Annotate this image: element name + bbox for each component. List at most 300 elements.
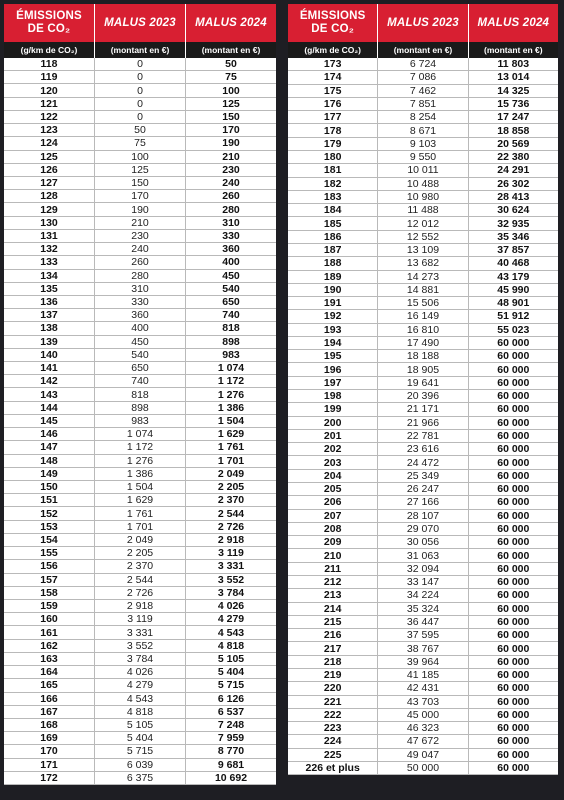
table-row [288, 284, 558, 297]
emissions-cell: 191 [323, 297, 342, 310]
malus-2024-cell: 60 000 [468, 523, 558, 535]
malus-2023-cell: 650 [94, 362, 185, 374]
table-row [4, 177, 276, 190]
malus-2023-cell: 818 [94, 388, 185, 400]
emissions-cell: 212 [323, 576, 342, 589]
malus-2023-cell: 1 701 [94, 521, 185, 533]
table-row [4, 137, 276, 150]
malus-2023-cell: 10 011 [377, 164, 467, 176]
malus-2023-cell: 4 026 [94, 666, 185, 678]
subheader-unit-2023: (montant en €) [94, 42, 185, 58]
malus-2023-cell: 23 616 [377, 443, 467, 455]
malus-2023-cell: 2 544 [94, 574, 185, 586]
emissions-cell: 213 [323, 589, 342, 602]
table-row [288, 669, 558, 682]
table-row [288, 217, 558, 230]
table-row [288, 417, 558, 430]
malus-2024-cell: 1 074 [185, 362, 276, 374]
emissions-cell: 225 [323, 748, 342, 761]
malus-2024-cell: 24 291 [468, 164, 558, 176]
header-emissions [288, 4, 377, 42]
table-row [288, 563, 558, 576]
malus-2024-cell: 60 000 [468, 377, 558, 389]
table-row [288, 496, 558, 509]
malus-2023-cell: 5 105 [94, 719, 185, 731]
emissions-cell: 140 [40, 348, 58, 361]
emissions-cell: 197 [323, 376, 342, 389]
malus-2023-cell: 898 [94, 402, 185, 414]
emissions-cell: 174 [323, 71, 342, 84]
malus-2024-cell: 51 912 [468, 310, 558, 322]
malus-2024-cell: 60 000 [468, 483, 558, 495]
malus-2024-cell: 1 172 [185, 375, 276, 387]
table-row [4, 441, 276, 454]
table-row [288, 616, 558, 629]
emissions-cell: 185 [323, 217, 342, 230]
table-row [288, 98, 558, 111]
malus-2024-cell: 60 000 [468, 576, 558, 588]
malus-2024-cell: 60 000 [468, 390, 558, 402]
table-row [4, 560, 276, 573]
malus-2023-cell: 280 [94, 270, 185, 282]
table-row [4, 574, 276, 587]
table-row [4, 124, 276, 137]
table-row [4, 666, 276, 679]
emissions-cell: 189 [323, 270, 342, 283]
malus-2024-cell: 540 [185, 283, 276, 295]
table-row [4, 309, 276, 322]
emissions-cell: 207 [323, 509, 342, 522]
emissions-cell: 220 [323, 682, 342, 695]
malus-2024-cell: 60 000 [468, 589, 558, 601]
emissions-cell: 137 [40, 309, 58, 322]
malus-2023-cell: 43 703 [377, 696, 467, 708]
emissions-cell: 208 [323, 522, 342, 535]
malus-2023-cell: 2 049 [94, 534, 185, 546]
malus-2023-cell: 18 905 [377, 363, 467, 375]
malus-2023-cell: 740 [94, 375, 185, 387]
malus-2023-cell: 0 [94, 111, 185, 123]
table-row [4, 719, 276, 732]
malus-2024-cell: 4 026 [185, 600, 276, 612]
header-malus-2023: MALUS 2023 [94, 4, 185, 42]
malus-2024-cell: 3 784 [185, 587, 276, 599]
malus-2023-cell: 4 543 [94, 693, 185, 705]
malus-2023-cell: 13 682 [377, 257, 467, 269]
malus-2024-cell: 11 803 [468, 58, 558, 70]
emissions-cell: 205 [323, 483, 342, 496]
table-row [288, 138, 558, 151]
malus-2024-cell: 330 [185, 230, 276, 242]
emissions-cell: 142 [40, 375, 58, 388]
table-row [4, 164, 276, 177]
table-row [288, 377, 558, 390]
malus-2023-cell: 1 761 [94, 507, 185, 519]
emissions-cell: 195 [323, 350, 342, 363]
malus-2024-cell: 13 014 [468, 71, 558, 83]
malus-2023-cell: 150 [94, 177, 185, 189]
table-row [4, 640, 276, 653]
malus-2024-cell: 60 000 [468, 350, 558, 362]
table-row [4, 283, 276, 296]
malus-2023-cell: 12 012 [377, 217, 467, 229]
emissions-cell: 167 [40, 705, 58, 718]
table-row [4, 84, 276, 97]
emissions-cell: 153 [40, 520, 58, 533]
emissions-cell: 157 [40, 573, 58, 586]
table-row [288, 430, 558, 443]
malus-2024-cell: 2 049 [185, 468, 276, 480]
header-emissions-line2: DE CO₂ [311, 23, 355, 35]
emissions-cell: 166 [40, 692, 58, 705]
malus-2023-cell: 50 [94, 124, 185, 136]
table-row [4, 71, 276, 84]
emissions-cell: 127 [40, 177, 58, 190]
header-emissions [4, 4, 94, 42]
table-row [288, 735, 558, 748]
malus-2023-cell: 1 074 [94, 428, 185, 440]
table-row [288, 642, 558, 655]
emissions-cell: 170 [40, 745, 58, 758]
emissions-cell: 194 [323, 337, 342, 350]
emissions-cell: 215 [323, 615, 342, 628]
malus-2024-cell: 43 179 [468, 271, 558, 283]
emissions-cell: 190 [323, 283, 342, 296]
subheader-unit-emissions: (g/km de CO₂) [304, 45, 361, 55]
table-row [4, 270, 276, 283]
malus-2024-cell: 30 624 [468, 204, 558, 216]
table-row [288, 297, 558, 310]
malus-2024-cell: 2 918 [185, 534, 276, 546]
malus-2024-cell: 170 [185, 124, 276, 136]
emissions-cell: 175 [323, 84, 342, 97]
malus-2023-cell: 7 851 [377, 98, 467, 110]
malus-2024-cell: 60 000 [468, 536, 558, 548]
malus-2024-cell: 5 715 [185, 679, 276, 691]
emissions-cell: 161 [40, 626, 58, 639]
emissions-cell: 162 [40, 639, 58, 652]
malus-2023-cell: 7 086 [377, 71, 467, 83]
header-emissions-line1: ÉMISSIONS [16, 10, 82, 22]
emissions-cell: 200 [323, 416, 342, 429]
malus-2023-cell: 170 [94, 190, 185, 202]
malus-2023-cell: 5 404 [94, 732, 185, 744]
malus-2023-cell: 45 000 [377, 709, 467, 721]
malus-2023-cell: 400 [94, 322, 185, 334]
malus-2024-cell: 1 386 [185, 402, 276, 414]
table-header [288, 4, 558, 42]
emissions-cell: 172 [40, 771, 58, 784]
emissions-cell: 129 [40, 203, 58, 216]
emissions-cell: 125 [40, 150, 58, 163]
table-row [4, 587, 276, 600]
malus-2023-cell: 1 386 [94, 468, 185, 480]
emissions-cell: 180 [323, 151, 342, 164]
malus-2023-cell: 230 [94, 230, 185, 242]
emissions-cell: 145 [40, 415, 58, 428]
malus-2024-cell: 35 346 [468, 231, 558, 243]
malus-2023-cell: 30 056 [377, 536, 467, 548]
table-row [4, 745, 276, 758]
malus-2023-cell: 2 726 [94, 587, 185, 599]
malus-2023-cell: 310 [94, 283, 185, 295]
table-header [4, 4, 276, 42]
malus-2023-cell: 16 810 [377, 324, 467, 336]
emissions-cell: 164 [40, 666, 58, 679]
table-row [288, 589, 558, 602]
malus-2023-cell: 8 254 [377, 111, 467, 123]
emissions-cell: 146 [40, 428, 58, 441]
emissions-cell: 181 [323, 164, 342, 177]
malus-2024-cell: 17 247 [468, 111, 558, 123]
table-row [288, 722, 558, 735]
malus-2024-cell: 26 302 [468, 178, 558, 190]
malus-2023-cell: 9 550 [377, 151, 467, 163]
emissions-cell: 184 [323, 204, 342, 217]
emissions-cell: 171 [40, 758, 58, 771]
malus-2023-cell: 13 109 [377, 244, 467, 256]
malus-2023-cell: 3 331 [94, 626, 185, 638]
malus-2024-cell: 1 761 [185, 441, 276, 453]
malus-2023-cell: 10 488 [377, 178, 467, 190]
table-row [4, 388, 276, 401]
malus-2023-cell: 37 595 [377, 629, 467, 641]
table-row [288, 443, 558, 456]
emissions-cell: 128 [40, 190, 58, 203]
emissions-cell: 136 [40, 296, 58, 309]
malus-2023-cell: 14 273 [377, 271, 467, 283]
table-row [4, 349, 276, 362]
table-row [288, 337, 558, 350]
malus-2024-cell: 20 569 [468, 138, 558, 150]
table-body-right [288, 58, 558, 775]
table-row [4, 336, 276, 349]
malus-2024-cell: 22 380 [468, 151, 558, 163]
table-row [288, 403, 558, 416]
malus-2024-cell: 50 [185, 58, 276, 70]
emissions-cell: 179 [323, 137, 342, 150]
table-row [4, 415, 276, 428]
malus-2024-cell: 6 537 [185, 706, 276, 718]
emissions-cell: 126 [40, 163, 58, 176]
emissions-cell: 120 [40, 84, 58, 97]
emissions-cell: 173 [323, 58, 342, 71]
emissions-cell: 143 [40, 388, 58, 401]
emissions-cell: 222 [323, 708, 342, 721]
table-row [288, 390, 558, 403]
malus-2024-cell: 230 [185, 164, 276, 176]
emissions-cell: 210 [323, 549, 342, 562]
malus-2023-cell: 0 [94, 58, 185, 70]
malus-2024-cell: 60 000 [468, 709, 558, 721]
malus-2023-cell: 6 724 [377, 58, 467, 70]
header-emissions-line2: DE CO₂ [27, 23, 71, 35]
malus-2023-cell: 9 103 [377, 138, 467, 150]
malus-2024-cell: 60 000 [468, 403, 558, 415]
emissions-cell: 168 [40, 719, 58, 732]
emissions-cell: 118 [40, 58, 58, 71]
table-row [288, 350, 558, 363]
subheader-unit-2023: (montant en €) [377, 42, 467, 58]
malus-2023-cell: 12 552 [377, 231, 467, 243]
malus-2023-cell: 33 147 [377, 576, 467, 588]
emissions-cell: 178 [323, 124, 342, 137]
table-row [4, 679, 276, 692]
malus-2023-cell: 19 641 [377, 377, 467, 389]
emissions-cell: 135 [40, 282, 58, 295]
table-row [288, 164, 558, 177]
emissions-cell: 160 [40, 613, 58, 626]
malus-2024-cell: 4 279 [185, 613, 276, 625]
table-row [288, 191, 558, 204]
emissions-cell: 150 [40, 481, 58, 494]
emissions-cell: 132 [40, 243, 58, 256]
table-row [4, 507, 276, 520]
malus-2024-cell: 1 701 [185, 455, 276, 467]
emissions-cell: 192 [323, 310, 342, 323]
malus-2024-cell: 60 000 [468, 735, 558, 747]
table-row [4, 732, 276, 745]
emissions-cell: 216 [323, 629, 342, 642]
malus-2023-cell: 8 671 [377, 124, 467, 136]
malus-2023-cell: 21 171 [377, 403, 467, 415]
emissions-cell: 152 [40, 507, 58, 520]
emissions-cell: 209 [323, 536, 342, 549]
table-row [4, 626, 276, 639]
malus-2023-cell: 0 [94, 84, 185, 96]
malus-2024-cell: 210 [185, 151, 276, 163]
emissions-cell: 211 [324, 562, 342, 575]
malus-2024-cell: 60 000 [468, 510, 558, 522]
malus-2024-cell: 40 468 [468, 257, 558, 269]
malus-2024-cell: 2 370 [185, 494, 276, 506]
emissions-cell: 177 [323, 111, 342, 124]
emissions-cell: 226 et plus [305, 762, 360, 775]
malus-2023-cell: 50 000 [377, 762, 467, 774]
malus-2024-cell: 60 000 [468, 443, 558, 455]
emissions-cell: 122 [40, 110, 58, 123]
malus-2023-cell: 27 166 [377, 496, 467, 508]
emissions-cell: 147 [40, 441, 58, 454]
malus-2023-cell: 983 [94, 415, 185, 427]
malus-2024-cell: 60 000 [468, 417, 558, 429]
header-malus-2024: MALUS 2024 [185, 4, 276, 42]
malus-2024-cell: 898 [185, 336, 276, 348]
malus-2023-cell: 28 107 [377, 510, 467, 522]
table-row [288, 629, 558, 642]
malus-2023-cell: 260 [94, 256, 185, 268]
table-row [4, 362, 276, 375]
malus-2023-cell: 34 224 [377, 589, 467, 601]
malus-2023-cell: 4 279 [94, 679, 185, 691]
emissions-cell: 214 [323, 602, 342, 615]
malus-2023-cell: 21 966 [377, 417, 467, 429]
malus-2024-cell: 360 [185, 243, 276, 255]
malus-2024-cell: 37 857 [468, 244, 558, 256]
table-row [4, 111, 276, 124]
table-body-left [4, 58, 276, 785]
table-row [288, 58, 558, 71]
emissions-cell: 176 [323, 97, 342, 110]
malus-2024-cell: 14 325 [468, 85, 558, 97]
table-row [288, 749, 558, 762]
table-row [4, 600, 276, 613]
table-row [4, 521, 276, 534]
emissions-cell: 163 [40, 652, 58, 665]
malus-2023-cell: 2 370 [94, 560, 185, 572]
malus-2023-cell: 210 [94, 217, 185, 229]
malus-2023-cell: 25 349 [377, 470, 467, 482]
table-row [4, 203, 276, 216]
emissions-cell: 193 [323, 323, 342, 336]
table-row [288, 656, 558, 669]
malus-2024-cell: 740 [185, 309, 276, 321]
table-row [4, 547, 276, 560]
malus-2024-cell: 60 000 [468, 642, 558, 654]
malus-2024-cell: 60 000 [468, 496, 558, 508]
table-row [4, 706, 276, 719]
malus-2023-cell: 49 047 [377, 749, 467, 761]
table-row [288, 483, 558, 496]
table-row [288, 310, 558, 323]
malus-2023-cell: 3 784 [94, 653, 185, 665]
emissions-cell: 188 [323, 257, 342, 270]
header-emissions-line1: ÉMISSIONS [299, 10, 366, 22]
malus-2024-cell: 983 [185, 349, 276, 361]
table-row [4, 58, 276, 71]
malus-2024-cell: 125 [185, 98, 276, 110]
malus-2024-cell: 60 000 [468, 722, 558, 734]
emissions-cell: 217 [323, 642, 342, 655]
emissions-cell: 196 [323, 363, 342, 376]
malus-2024-cell: 60 000 [468, 629, 558, 641]
table-row [4, 481, 276, 494]
table-row [288, 71, 558, 84]
emissions-cell: 202 [323, 443, 342, 456]
malus-2023-cell: 15 506 [377, 297, 467, 309]
malus-table-right [288, 4, 558, 775]
emissions-cell: 165 [40, 679, 58, 692]
table-row [4, 428, 276, 441]
malus-2024-cell: 60 000 [468, 430, 558, 442]
malus-2024-cell: 240 [185, 177, 276, 189]
table-row [288, 696, 558, 709]
table-row [4, 455, 276, 468]
emissions-cell: 203 [323, 456, 342, 469]
subheader-unit-2024: (montant en €) [468, 42, 558, 58]
emissions-cell: 124 [40, 137, 58, 150]
malus-2023-cell: 10 980 [377, 191, 467, 203]
emissions-cell: 133 [40, 256, 58, 269]
table-row [4, 468, 276, 481]
subheader-unit-2024: (montant en €) [185, 42, 276, 58]
table-row [4, 759, 276, 772]
malus-2023-cell: 22 781 [377, 430, 467, 442]
table-row [4, 653, 276, 666]
table-row [288, 244, 558, 257]
table-row [4, 534, 276, 547]
emissions-cell: 206 [323, 496, 342, 509]
malus-2024-cell: 450 [185, 270, 276, 282]
malus-2023-cell: 41 185 [377, 669, 467, 681]
malus-2024-cell: 60 000 [468, 363, 558, 375]
table-row [288, 324, 558, 337]
malus-2023-cell: 47 672 [377, 735, 467, 747]
table-row [4, 190, 276, 203]
malus-2023-cell: 14 881 [377, 284, 467, 296]
malus-2023-cell: 6 375 [94, 772, 185, 784]
malus-2023-cell: 0 [94, 98, 185, 110]
